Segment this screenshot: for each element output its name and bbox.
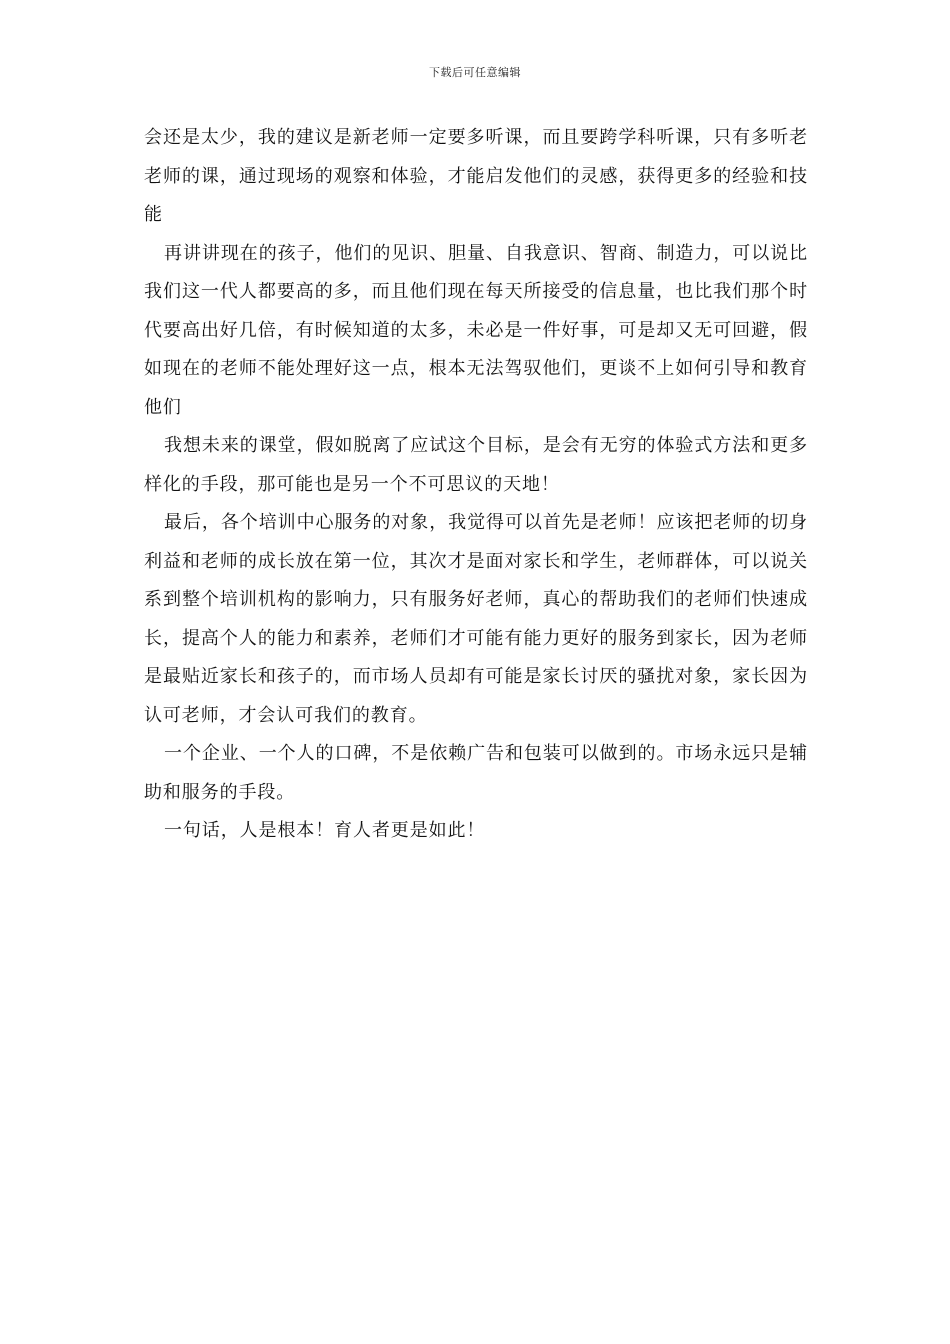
paragraph-reputation: 一个企业、一个人的口碑，不是依赖广告和包装可以做到的。市场永远只是辅助和服务的手段。 [144,743,808,803]
paragraph-continuation: 会还是太少，我的建议是新老师一定要多听课，而且要跨学科听课，只有多听老老师的课，通过现场的观察和体验，才能启发他们的灵感，获得更多的经验和技能 [144,127,808,225]
paragraph-training-center: 最后，各个培训中心服务的对象，我觉得可以首先是老师！应该把老师的切身利益和老师的成长放在第一位，其次才是面对家长和学生，老师群体，可以说关系到整个培训机构的影响力，只有服务好老师，真心的帮助我们的老师们快速成长，提高个人的能力和素养，老师们才可能有能力更好的服务到家长，因为老师是最贴近家长和孩子的，而市场人员却有可能是家长讨厌的骚扰对象，家长因为认可老师，才会认可我们的教育。 [144,512,808,726]
page-header: 下载后可任意编辑 [429,66,521,79]
paragraph-conclusion: 一句话，人是根本！育人者更是如此！ [164,820,486,841]
paragraph-future-classroom: 我想未来的课堂，假如脱离了应试这个目标，是会有无穷的体验式方法和更多样化的手段，那可能也是另一个不可思议的天地！ [144,435,808,495]
document-body [144,119,808,851]
paragraph-children: 再讲讲现在的孩子，他们的见识、胆量、自我意识、智商、制造力，可以说比我们这一代人都要高的多，而且他们现在每天所接受的信息量，也比我们那个时代要高出好几倍，有时候知道的太多，未必是一件好事，可是却又无可回避，假如现在的老师不能处理好这一点，根本无法驾驭他们，更谈不上如何引导和教育他们 [144,242,808,418]
